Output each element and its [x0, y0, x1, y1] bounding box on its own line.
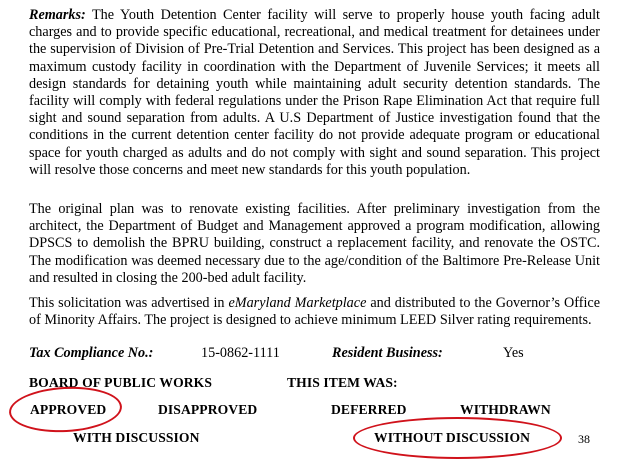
board-heading: BOARD OF PUBLIC WORKS — [29, 375, 212, 390]
item-was-heading: THIS ITEM WAS: — [287, 375, 398, 390]
with-discussion-option: WITH DISCUSSION — [73, 430, 200, 445]
resident-business-value: Yes — [503, 345, 524, 361]
solicitation-paragraph — [29, 295, 600, 329]
remarks-text: The Youth Detention Center facility will serve to properly house youth facing adult charges and to provide specific educational, recreational, and medical treatment for detainees under the supervision of Division of Pre-Trial Detention and Services. This project has been designed as a maximum custody facility in coordination with the Department of Juvenile Services; it meets all design standards for detaining youth while maintaining adult security detention standards. The facility will comply with federal regulations under the Prison Rape Elimination Act that require full sight and sound separation from adults. A U.S Department of Justice investigation found that the conditions in the current detention center facility do not provide adequate program or educational space for youth charged as adults and do not comply with sight and sound separation. This project will resolve those concerns and meet new standards for this youth population. — [29, 7, 600, 178]
resident-business-label: Resident Business: — [332, 345, 443, 361]
without-discussion-option: WITHOUT DISCUSSION — [374, 430, 531, 445]
remarks-paragraph — [29, 7, 600, 179]
tax-compliance-value: 15-0862-1111 — [201, 345, 280, 361]
solicitation-text-after: and distributed to the Governor’s Office of Minority Affairs. The project is designed to achieve minimum LEED Silver rating requirements. — [29, 295, 600, 329]
page-number: 38 — [578, 432, 590, 446]
deferred-option: DEFERRED — [331, 402, 407, 417]
withdrawn-option: WITHDRAWN — [460, 402, 551, 417]
approved-circle-annotation — [8, 384, 123, 435]
solicitation-text-before: This solicitation was advertised in — [29, 295, 229, 311]
tax-compliance-label: Tax Compliance No.: — [29, 345, 154, 361]
plan-paragraph: The original plan was to renovate existing facilities. After preliminary investigation from the architect, the Department of Budget and Management approved a program modification, allowing DPSCS to demolish the BPRU building, construct a replacement facility, and renovate the OSTC. The modification was deemed necessary due to the age/condition of the Baltimore Pre-Release Unit and resulted in closing the 200-bed adult facility. — [29, 201, 600, 286]
remarks-label: Remarks: — [29, 7, 86, 23]
approved-option: APPROVED — [30, 402, 107, 417]
solicitation-italic: eMaryland Marketplace — [228, 295, 367, 311]
disapproved-option: DISAPPROVED — [158, 402, 258, 417]
without-discussion-circle-annotation — [353, 417, 562, 459]
